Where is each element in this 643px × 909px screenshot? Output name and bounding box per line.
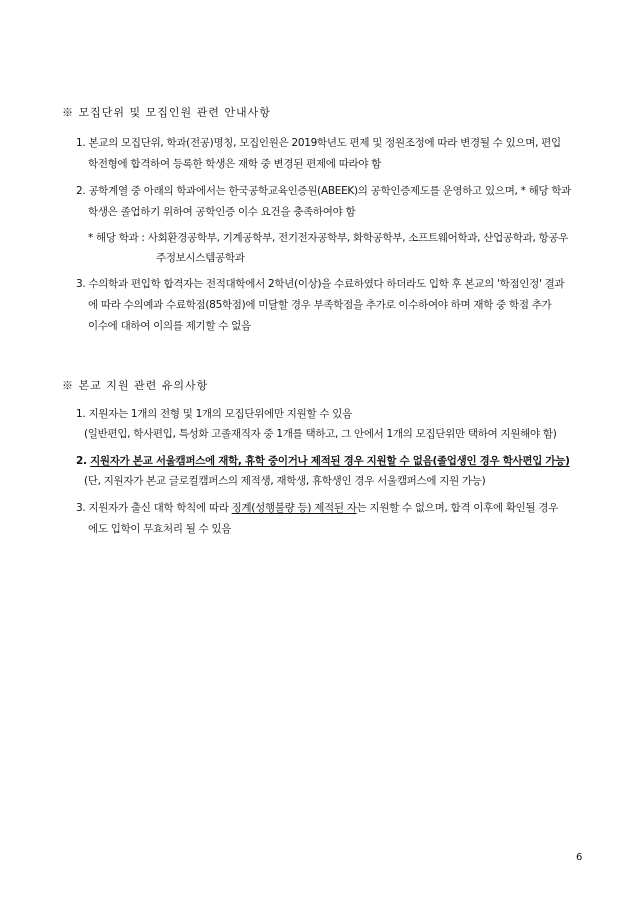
notes-item-1-sub: (일반편입, 학사편입, 특성화 고졸재직자 중 1개를 택하고, 그 안에서 1개의 모집단위만 택하여 지원해야 함) bbox=[84, 428, 557, 440]
recruitment-item-1-line-2: 학전형에 합격하여 등록한 학생은 재학 중 변경된 편제에 따라야 함 bbox=[88, 158, 382, 170]
recruitment-item-3-line-1 bbox=[76, 276, 564, 291]
item-text: 수의학과 편입학 합격자는 전적대학에서 2학년(이상)을 수료하였다 하더라도 입학 후 본교의 '학점인정' 결과 bbox=[88, 278, 565, 290]
notes-item-1-line-1 bbox=[76, 406, 352, 421]
recruitment-item-1-line-1 bbox=[76, 135, 561, 150]
recruitment-item-3-line-2: 에 따라 수의예과 수료학점(85학점)에 미달할 경우 부족학점을 추가로 이수하여야 하며 재학 중 학점 추가 bbox=[88, 299, 552, 311]
page-number: 6 bbox=[576, 852, 583, 863]
engineering-dept-note-line-2: 주정보시스템공학과 bbox=[156, 252, 245, 264]
recruitment-item-2-line-2: 학생은 졸업하기 위하여 공학인증 이수 요건을 충족하여야 함 bbox=[88, 206, 356, 218]
section-title-recruitment: ※ 모집단위 및 모집인원 관련 안내사항 bbox=[62, 106, 271, 119]
item-text-underlined: 징계(성행불량 등) 제적된 자 bbox=[231, 502, 357, 514]
notes-item-3-line-2: 에도 입학이 무효처리 될 수 있음 bbox=[88, 523, 232, 535]
recruitment-item-2-line-1 bbox=[76, 183, 571, 198]
item-number: 2. bbox=[76, 455, 87, 467]
item-number: 2. bbox=[76, 185, 86, 197]
item-text-emphasis: 지원자가 본교 서울캠퍼스에 재학, 휴학 중이거나 제적된 경우 지원할 수 없음(졸업생인 경우 학사편입 가능) bbox=[90, 455, 570, 467]
section-title-application-notes: ※ 본교 지원 관련 유의사항 bbox=[62, 379, 209, 392]
item-number: 1. bbox=[76, 137, 86, 149]
item-number: 3. bbox=[76, 502, 86, 514]
item-number: 3. bbox=[76, 278, 86, 290]
item-text: 지원자는 1개의 전형 및 1개의 모집단위에만 지원할 수 있음 bbox=[88, 408, 352, 420]
notes-item-2-sub: (단, 지원자가 본교 글로컬캠퍼스의 제적생, 재학생, 휴학생인 경우 서울캠퍼스에 지원 가능) bbox=[84, 475, 486, 487]
note-label: * 해당 학과 : bbox=[88, 232, 145, 244]
note-text: 사회환경공학부, 기계공학부, 전기전자공학부, 화학공학부, 소프트웨어학과, 산업공학과, 항공우 bbox=[147, 232, 569, 244]
notes-item-2-line-1 bbox=[76, 453, 570, 468]
item-number: 1. bbox=[76, 408, 86, 420]
engineering-dept-note bbox=[88, 230, 568, 245]
notes-item-3-line-1 bbox=[76, 500, 558, 515]
item-text: 본교의 모집단위, 학과(전공)명칭, 모집인원은 2019학년도 편제 및 정원조정에 따라 변경될 수 있으며, 편입 bbox=[88, 137, 561, 149]
item-text-pre: 지원자가 출신 대학 학칙에 따라 bbox=[88, 502, 232, 514]
recruitment-item-3-line-3: 이수에 대하여 이의를 제기할 수 없음 bbox=[88, 320, 251, 332]
item-text-post: 는 지원할 수 없으며, 합격 이후에 확인될 경우 bbox=[356, 502, 559, 514]
item-text: 공학계열 중 아래의 학과에서는 한국공학교육인증원(ABEEK)의 공학인증제도를 운영하고 있으며, * 해당 학과 bbox=[88, 185, 572, 197]
